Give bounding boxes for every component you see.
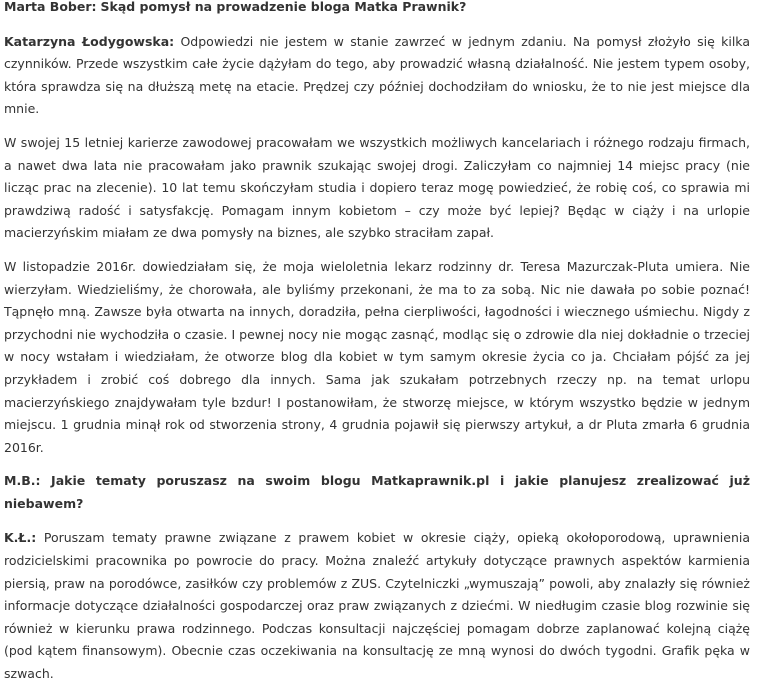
- answer-2-paragraph-text: Poruszam tematy prawne związane z prawem kobiet w okresie ciąży, opieką okołoporodową, uprawnienia rodzicielskimi pracownika po powrocie do pracy. Można znaleźć artykuły dotyczące prawnych aspektów karmienia piersią, praw na porodówce, zasiłków czy problemów z ZUS. Czytelniczki „wymuszają” powoli, aby znalazły się również informacje dotyczące działalności gospodarczej oraz praw związanych z dziećmi. W niedługim czasie blog rozwinie się również w kierunku prawa rodzinnego. Podczas konsultacji najczęściej pomagam dobrze zaplanować kolejną ciążę (pod kątem finansowym). Obecnie czas oczekiwania na konsultację ze mną wynosi do dwóch tygodni. Grafik pęka w szwach.: [4, 530, 750, 682]
- answer-2-paragraph: [4, 527, 750, 685]
- answer-1-paragraph: [4, 256, 750, 459]
- question-1-text: Skąd pomysł na prowadzenie bloga Matka Prawnik?: [100, 0, 467, 14]
- answer-1-paragraph: [4, 31, 750, 121]
- article-body: [4, 0, 750, 697]
- answer-2-speaker: K.Ł.:: [4, 530, 37, 546]
- answer-1-paragraph-text: Odpowiedzi nie jestem w stanie zawrzeć w jednym zdaniu. Na pomysł złożyło się kilka czynników. Przede wszystkim całe życie dążyłam do tego, aby prowadzić własną działalność. Nie jestem typem osoby, która sprawdza się na dłuższą metę na etacie. Prędzej czy później dochodziłam do wniosku, że to nie jest miejsce dla mnie.: [4, 33, 750, 117]
- question-1-speaker: Marta Bober:: [4, 0, 97, 14]
- question-1: [4, 0, 750, 19]
- question-2-text: M.B.: Jakie tematy poruszasz na swoim blogu Matkaprawnik.pl i jakie planujesz zrealizować już niebawem?: [4, 473, 750, 511]
- answer-1-speaker: Katarzyna Łodygowska:: [4, 33, 175, 49]
- answer-1-paragraph-text: W swojej 15 letniej karierze zawodowej pracowałam we wszystkich możliwych kancelariach i różnego rodzaju firmach, a nawet dwa lata nie pracowałam jako prawnik szukając swojej drogi. Zaliczyłam co najmniej 14 miejsc pracy (nie licząc prac na zlecenie). 10 lat temu skończyłam studia i dopiero teraz mogę powiedzieć, że robię coś, co sprawia mi prawdziwą radość i satysfakcję. Pomagam innym kobietom – czy może być lepiej? Będąc w ciąży i na urlopie macierzyńskim miałam ze dwa pomysły na biznes, ale szybko straciłam zapał.: [4, 134, 750, 241]
- answer-1-paragraph: [4, 132, 750, 245]
- answer-1-paragraph-text: W listopadzie 2016r. dowiedziałam się, że moja wieloletnia lekarz rodzinny dr. Teresa Mazurczak-Pluta umiera. Nie wierzyłam. Wiedzieliśmy, że chorowała, ale byliśmy przekonani, że ma to za sobą. Nic nie dawała po sobie poznać! Tąpnęło mną. Zawsze była otwarta na innych, doradziła, pełna cierpliwości, łagodności i wiecznego uśmiechu. Nigdy z przychodni nie wychodziła o czasie. I pewnej nocy nie mogąc zasnąć, modląc się o zdrowie dla niej dokładnie o trzeciej w nocy wstałam i wiedziałam, że otworze blog dla kobiet w tym samym okresie życia co ja. Chciałam pójść za jej przykładem i zrobić coś dobrego dla innych. Sama jak szukałam potrzebnych rzeczy np. na temat urlopu macierzyńskiego znajdywałam tyle bzdur! I postanowiłam, że stworzę miejsce, w którym wszystko będzie w jednym miejscu. 1 grudnia minął rok od stworzenia strony, 4 grudnia pojawił się pierwszy artykuł, a dr Pluta zmarła 6 grudnia 2016r.: [4, 258, 750, 455]
- question-2: [4, 470, 750, 515]
